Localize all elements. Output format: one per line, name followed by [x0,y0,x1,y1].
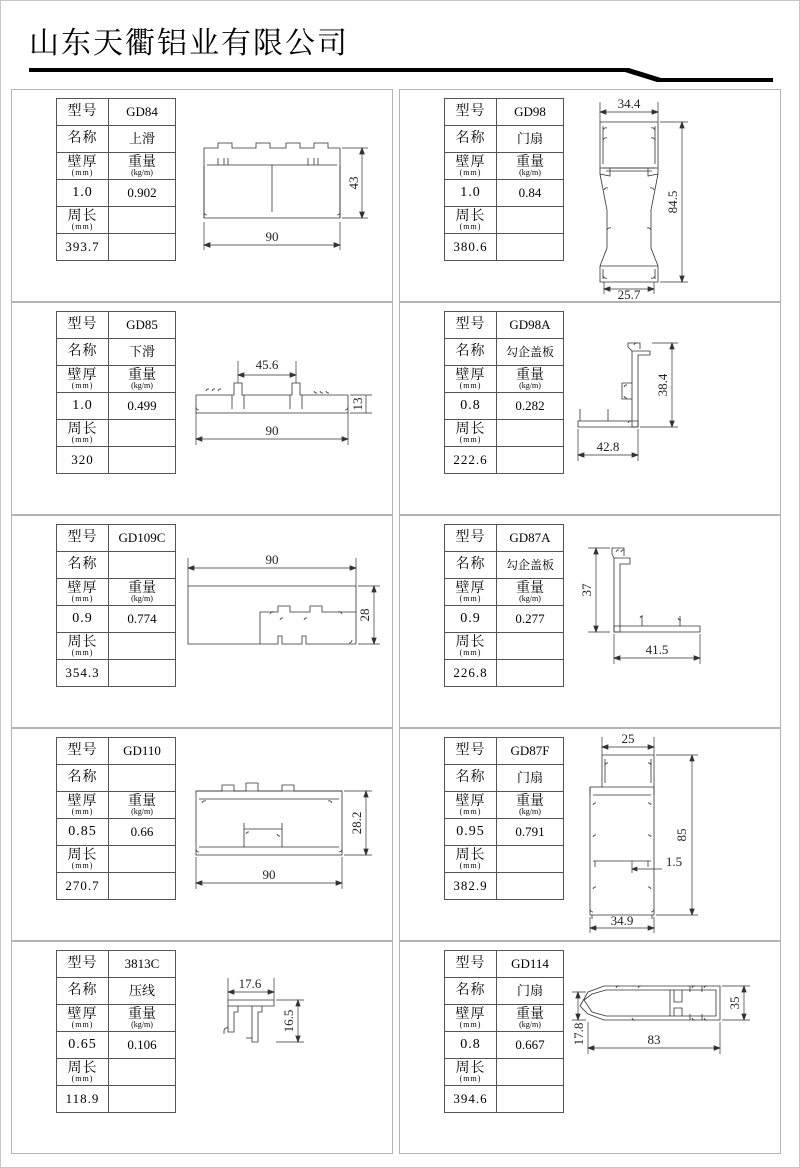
table-row [445,207,564,234]
profile-drawing-gd110 [182,729,392,940]
table-row [445,1032,564,1059]
label-model: 型号 [445,738,497,765]
table-row [57,633,176,660]
value-weight: 0.791 [497,819,564,846]
dimension-width: 41.5 [645,642,669,657]
profile-card-gd87a[interactable] [399,515,781,728]
table-row [57,366,176,393]
label-weight: 重量 (kg/m) [497,579,564,606]
label-perimeter: 周长 (mm) [445,846,497,873]
spec-table [444,311,564,474]
label-model: 型号 [57,738,109,765]
empty-cell [497,660,564,687]
table-row [445,873,564,900]
profile-drawing-gd84 [182,90,392,301]
value-wall-thickness: 0.9 [445,606,497,633]
empty-cell [109,846,176,873]
label-wall-thickness: 壁厚 (mm) [445,1005,497,1032]
value-name: 门扇 [497,126,564,153]
value-name: 门扇 [497,978,564,1005]
value-name: 勾企盖板 [497,339,564,366]
table-row [445,1086,564,1113]
label-wall-thickness: 壁厚 (mm) [445,153,497,180]
value-weight: 0.66 [109,819,176,846]
table-row [57,660,176,687]
profiles-row [11,941,791,1154]
dimension-width: 42.8 [596,439,620,454]
label-model: 型号 [57,525,109,552]
table-row [57,846,176,873]
value-model: GD87A [497,525,564,552]
value-name: 勾企盖板 [497,552,564,579]
profiles-row [11,302,791,515]
table-row [445,606,564,633]
value-weight: 0.774 [109,606,176,633]
spec-table [56,98,176,261]
dimension-width: 83 [647,1032,661,1047]
label-weight: 重量 (kg/m) [109,792,176,819]
label-wall-thickness: 壁厚 (mm) [57,366,109,393]
spec-table [444,98,564,261]
value-weight: 0.84 [497,180,564,207]
profile-drawing-gd87f [570,729,780,940]
company-name: 山东天衢铝业有限公司 [29,26,349,61]
label-weight: 重量 (kg/m) [109,366,176,393]
table-row [57,765,176,792]
table-row [445,819,564,846]
value-wall-thickness: 1.0 [445,180,497,207]
value-perimeter: 320 [57,447,109,474]
value-perimeter: 382.9 [445,873,497,900]
dimension-height: 37 [579,583,594,597]
table-row [57,339,176,366]
empty-cell [497,447,564,474]
profile-card-gd84[interactable] [11,89,393,302]
dimension-detail: 1.5 [665,854,683,869]
profile-card-gd98a[interactable] [399,302,781,515]
table-row [445,393,564,420]
empty-cell [497,846,564,873]
profile-drawing-gd98 [570,90,780,301]
table-row [57,1059,176,1086]
table-row [445,447,564,474]
table-row [445,126,564,153]
value-weight: 0.902 [109,180,176,207]
value-weight: 0.277 [497,606,564,633]
table-row [445,978,564,1005]
table-row [57,873,176,900]
table-row [57,579,176,606]
label-weight: 重量 (kg/m) [497,153,564,180]
value-name: 上滑 [109,126,176,153]
empty-cell [109,660,176,687]
table-row [445,99,564,126]
table-row [445,1059,564,1086]
dimension-height: 84.5 [665,190,680,214]
spec-table [56,311,176,474]
table-row [445,366,564,393]
label-wall-thickness: 壁厚 (mm) [57,792,109,819]
empty-cell [497,1086,564,1113]
profile-card-gd87f[interactable] [399,728,781,941]
label-name: 名称 [445,552,497,579]
value-weight: 0.106 [109,1032,176,1059]
label-model: 型号 [57,951,109,978]
table-row [445,738,564,765]
label-wall-thickness: 壁厚 (mm) [445,366,497,393]
spec-table [56,950,176,1113]
value-model: GD109C [109,525,176,552]
value-perimeter: 226.8 [445,660,497,687]
empty-cell [109,1059,176,1086]
value-wall-thickness: 0.9 [57,606,109,633]
value-model: GD87F [497,738,564,765]
table-row [57,1005,176,1032]
value-model: GD85 [109,312,176,339]
label-name: 名称 [57,765,109,792]
label-name: 名称 [445,126,497,153]
value-wall-thickness: 1.0 [57,180,109,207]
value-model: GD98 [497,99,564,126]
label-perimeter: 周长 (mm) [57,420,109,447]
value-weight: 0.499 [109,393,176,420]
table-row [445,180,564,207]
label-weight: 重量 (kg/m) [109,1005,176,1032]
dimension-top-width: 34.4 [617,96,641,111]
table-row [445,1005,564,1032]
value-perimeter: 380.6 [445,234,497,261]
profiles-row [11,515,791,728]
table-row [57,525,176,552]
value-name [109,552,176,579]
dimension-height: 13 [350,397,365,411]
label-weight: 重量 (kg/m) [497,792,564,819]
table-row [445,633,564,660]
label-name: 名称 [57,978,109,1005]
table-row [57,1032,176,1059]
profile-drawing-gd87a [570,516,780,727]
value-perimeter: 222.6 [445,447,497,474]
table-row [57,312,176,339]
page-header [1,1,799,89]
empty-cell [497,207,564,234]
table-row [57,420,176,447]
dimension-inner: 45.6 [255,357,279,372]
value-model: GD84 [109,99,176,126]
table-row [445,234,564,261]
label-perimeter: 周长 (mm) [57,1059,109,1086]
label-wall-thickness: 壁厚 (mm) [57,153,109,180]
value-model: 3813C [109,951,176,978]
label-perimeter: 周长 (mm) [445,1059,497,1086]
table-row [57,393,176,420]
value-perimeter: 118.9 [57,1086,109,1113]
table-row [57,951,176,978]
dimension-height: 85 [674,828,689,842]
table-row [57,792,176,819]
value-name: 压线 [109,978,176,1005]
spec-table [444,737,564,900]
value-name [109,765,176,792]
dimension-height: 35 [727,996,742,1010]
dimension-width: 90 [262,867,276,882]
label-weight: 重量 (kg/m) [497,366,564,393]
table-row [445,579,564,606]
profile-card-gd85[interactable] [11,302,393,515]
label-weight: 重量 (kg/m) [497,1005,564,1032]
profile-drawing-3813c [182,942,392,1153]
label-perimeter: 周长 (mm) [57,846,109,873]
label-perimeter: 周长 (mm) [445,633,497,660]
table-row [57,126,176,153]
spec-table [56,737,176,900]
table-row [445,420,564,447]
table-row [57,99,176,126]
empty-cell [497,873,564,900]
value-wall-thickness: 0.8 [445,393,497,420]
empty-cell [497,633,564,660]
value-perimeter: 354.3 [57,660,109,687]
table-row [445,525,564,552]
table-row [57,738,176,765]
header-decorative-rule [29,66,773,82]
dimension-width: 90 [265,552,279,567]
table-row [445,339,564,366]
spec-table [444,950,564,1113]
label-wall-thickness: 壁厚 (mm) [445,792,497,819]
table-row [57,207,176,234]
label-name: 名称 [445,978,497,1005]
value-model: GD110 [109,738,176,765]
table-row [445,153,564,180]
profile-drawing-gd114 [570,942,780,1153]
dimension-height: 28.2 [349,811,364,835]
label-model: 型号 [57,312,109,339]
dimension-bottom-width: 34.9 [610,913,634,928]
dimension-width: 90 [265,229,279,244]
profiles-row [11,728,791,941]
profile-card-gd110[interactable] [11,728,393,941]
label-weight: 重量 (kg/m) [109,153,176,180]
value-perimeter: 394.6 [445,1086,497,1113]
value-perimeter: 270.7 [57,873,109,900]
value-wall-thickness: 0.8 [445,1032,497,1059]
profile-drawing-gd85 [182,303,392,514]
table-row [445,660,564,687]
label-wall-thickness: 壁厚 (mm) [57,579,109,606]
empty-cell [497,234,564,261]
value-wall-thickness: 1.0 [57,393,109,420]
dimension-left-height: 17.8 [571,1022,586,1046]
table-row [57,447,176,474]
empty-cell [497,1059,564,1086]
empty-cell [109,420,176,447]
label-name: 名称 [57,552,109,579]
value-name: 下滑 [109,339,176,366]
table-row [445,312,564,339]
spec-table [56,524,176,687]
table-row [57,819,176,846]
empty-cell [109,873,176,900]
value-wall-thickness: 0.65 [57,1032,109,1059]
label-model: 型号 [445,951,497,978]
label-name: 名称 [57,126,109,153]
profile-card-gd109c[interactable] [11,515,393,728]
value-perimeter: 393.7 [57,234,109,261]
empty-cell [109,633,176,660]
empty-cell [109,447,176,474]
table-row [57,180,176,207]
profile-drawing-gd98a [570,303,780,514]
label-weight: 重量 (kg/m) [109,579,176,606]
label-perimeter: 周长 (mm) [445,207,497,234]
value-name: 门扇 [497,765,564,792]
dimension-bottom-width: 25.7 [617,287,641,301]
table-row [57,552,176,579]
empty-cell [109,234,176,261]
dimension-top-width: 25 [621,731,635,746]
table-row [57,234,176,261]
table-row [445,552,564,579]
table-row [445,765,564,792]
value-wall-thickness: 0.95 [445,819,497,846]
label-perimeter: 周长 (mm) [57,207,109,234]
label-name: 名称 [57,339,109,366]
label-model: 型号 [445,312,497,339]
dimension-height: 28 [357,608,372,622]
profiles-grid [11,89,791,1154]
value-weight: 0.282 [497,393,564,420]
table-row [57,978,176,1005]
value-model: GD98A [497,312,564,339]
spec-table [444,524,564,687]
table-row [445,846,564,873]
empty-cell [109,1086,176,1113]
label-wall-thickness: 壁厚 (mm) [445,579,497,606]
profile-card-gd114[interactable] [399,941,781,1154]
label-name: 名称 [445,765,497,792]
label-model: 型号 [445,525,497,552]
label-model: 型号 [57,99,109,126]
profile-card-3813c[interactable] [11,941,393,1154]
profile-card-gd98[interactable] [399,89,781,302]
label-perimeter: 周长 (mm) [57,633,109,660]
profiles-row [11,89,791,302]
table-row [445,951,564,978]
value-weight: 0.667 [497,1032,564,1059]
dimension-height: 43 [346,176,361,190]
value-model: GD114 [497,951,564,978]
table-row [57,606,176,633]
table-row [445,792,564,819]
dimension-height: 38.4 [655,373,670,397]
dimension-width: 90 [265,423,279,438]
table-row [57,153,176,180]
label-wall-thickness: 壁厚 (mm) [57,1005,109,1032]
label-model: 型号 [445,99,497,126]
label-perimeter: 周长 (mm) [445,420,497,447]
profile-drawing-gd109c [182,516,392,727]
dimension-height: 16.5 [281,1009,296,1033]
label-name: 名称 [445,339,497,366]
empty-cell [109,207,176,234]
table-row [57,1086,176,1113]
empty-cell [497,420,564,447]
value-wall-thickness: 0.85 [57,819,109,846]
dimension-width: 17.6 [238,976,262,991]
